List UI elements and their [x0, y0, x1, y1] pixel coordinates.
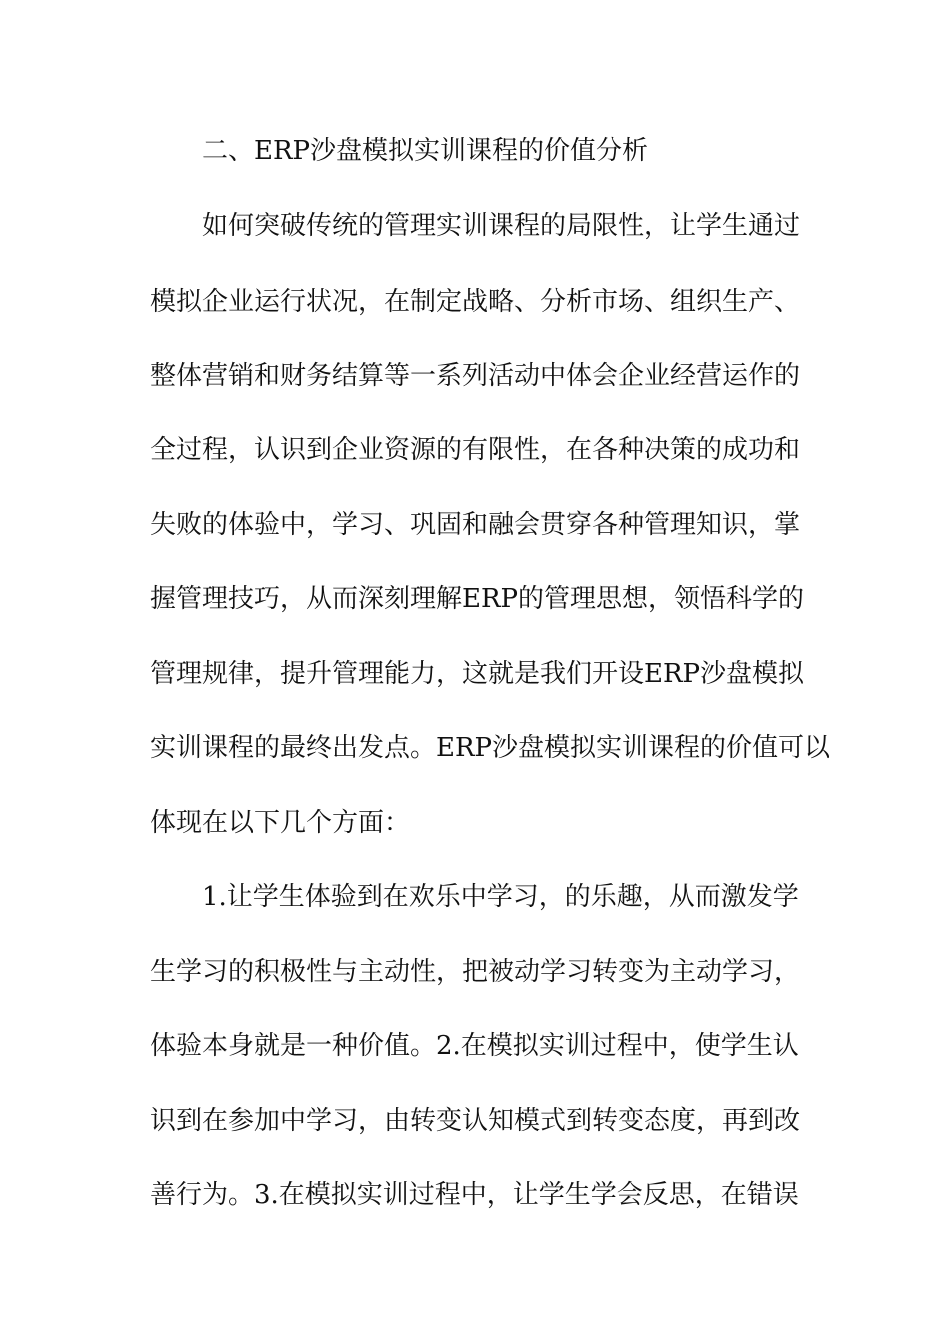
paragraph-line: 整体营销和财务结算等一系列活动中体会企业经营运作的 — [150, 361, 801, 391]
paragraph-line: 1.让学生体验到在欢乐中学习，的乐趣，从而激发学 — [202, 882, 799, 912]
paragraph-line: 握管理技巧，从而深刻理解ERP的管理思想，领悟科学的 — [150, 584, 805, 614]
paragraph-line: 实训课程的最终出发点。ERP沙盘模拟实训课程的价值可以 — [150, 733, 831, 763]
paragraph-line: 生学习的积极性与主动性，把被动学习转变为主动学习， — [150, 957, 801, 987]
paragraph-line: 善行为。3.在模拟实训过程中，让学生学会反思，在错误 — [150, 1180, 799, 1210]
paragraph-line: 如何突破传统的管理实训课程的局限性，让学生通过 — [202, 211, 801, 241]
section-heading: 二、ERP沙盘模拟实训课程的价值分析 — [202, 136, 649, 166]
paragraph-line: 模拟企业运行状况，在制定战略、分析市场、组织生产、 — [150, 287, 801, 317]
paragraph-line: 体现在以下几个方面： — [150, 808, 411, 838]
paragraph-line: 识到在参加中学习，由转变认知模式到转变态度，再到改 — [150, 1106, 801, 1136]
paragraph-line: 全过程，认识到企业资源的有限性，在各种决策的成功和 — [150, 435, 801, 465]
paragraph-line: 失败的体验中，学习、巩固和融会贯穿各种管理知识，掌 — [150, 510, 801, 540]
paragraph-line: 管理规律，提升管理能力，这就是我们开设ERP沙盘模拟 — [150, 659, 805, 689]
paragraph-line: 体验本身就是一种价值。2.在模拟实训过程中，使学生认 — [150, 1031, 799, 1061]
